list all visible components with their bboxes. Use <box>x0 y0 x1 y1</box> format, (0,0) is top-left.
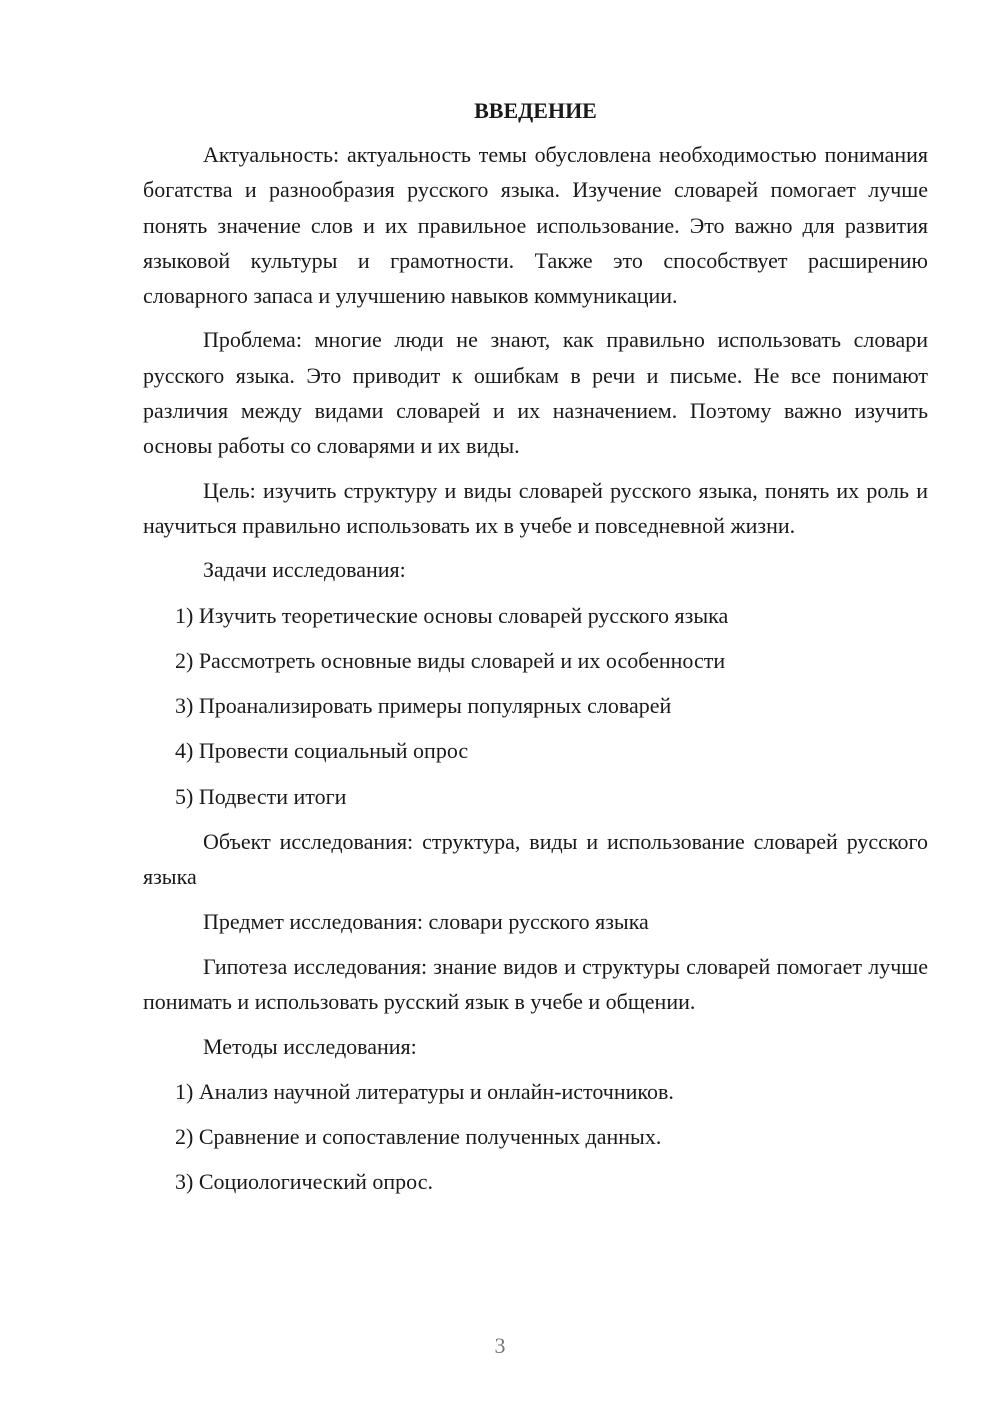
document-title: ВВЕДЕНИЕ <box>474 98 597 123</box>
subject-paragraph: Предмет исследования: словари русского языка <box>203 908 649 934</box>
hypothesis-paragraph: Гипотеза исследования: знание видов и структуры словарей помогает лучше понимать и использовать русский язык в учебе и общении. <box>143 953 928 1015</box>
list-item: 1) Изучить теоретические основы словарей русского языка <box>175 602 729 628</box>
object-paragraph: Объект исследования: структура, виды и использование словарей русского языка <box>143 829 928 890</box>
goal-paragraph: Цель: изучить структуру и виды словарей русского языка, понять их роль и научиться правильно использовать их в учебе и повседневной жизни. <box>143 477 928 538</box>
list-item: 2) Сравнение и сопоставление полученных данных. <box>175 1124 662 1150</box>
methods-list <box>143 1074 928 1200</box>
methods-heading: Методы исследования: <box>203 1033 417 1059</box>
tasks-list <box>143 598 928 814</box>
list-item: 5) Подвести итоги <box>175 783 347 809</box>
list-item: 4) Провести социальный опрос <box>175 738 469 764</box>
list-item: 3) Социологический опрос. <box>175 1169 433 1195</box>
tasks-heading: Задачи исследования: <box>203 557 406 583</box>
list-item: 1) Анализ научной литературы и онлайн-источников. <box>175 1078 674 1104</box>
relevance-paragraph: Актуальность: актуальность темы обусловлена необходимостью понимания богатства и разнообразия русского языка. Изучение словарей помогает лучше понять значение слов и их правильное использование. Это важно для развития языковой культуры и грамотности. Также это способствует расширению словарного запаса и улучшению навыков коммуникации. <box>143 142 928 309</box>
list-item: 3) Проанализировать примеры популярных словарей <box>175 693 672 719</box>
page-number: 3 <box>494 1333 506 1358</box>
problem-paragraph: Проблема: многие люди не знают, как правильно использовать словари русского языка. Это приводит к ошибкам в речи и письме. Не все понимают различия между видами словарей и их назначением. Поэтому важно изучить основы работы со словарями и их виды. <box>143 327 928 459</box>
list-item: 2) Рассмотреть основные виды словарей и их особенности <box>175 647 726 673</box>
document-page <box>143 93 928 1210</box>
